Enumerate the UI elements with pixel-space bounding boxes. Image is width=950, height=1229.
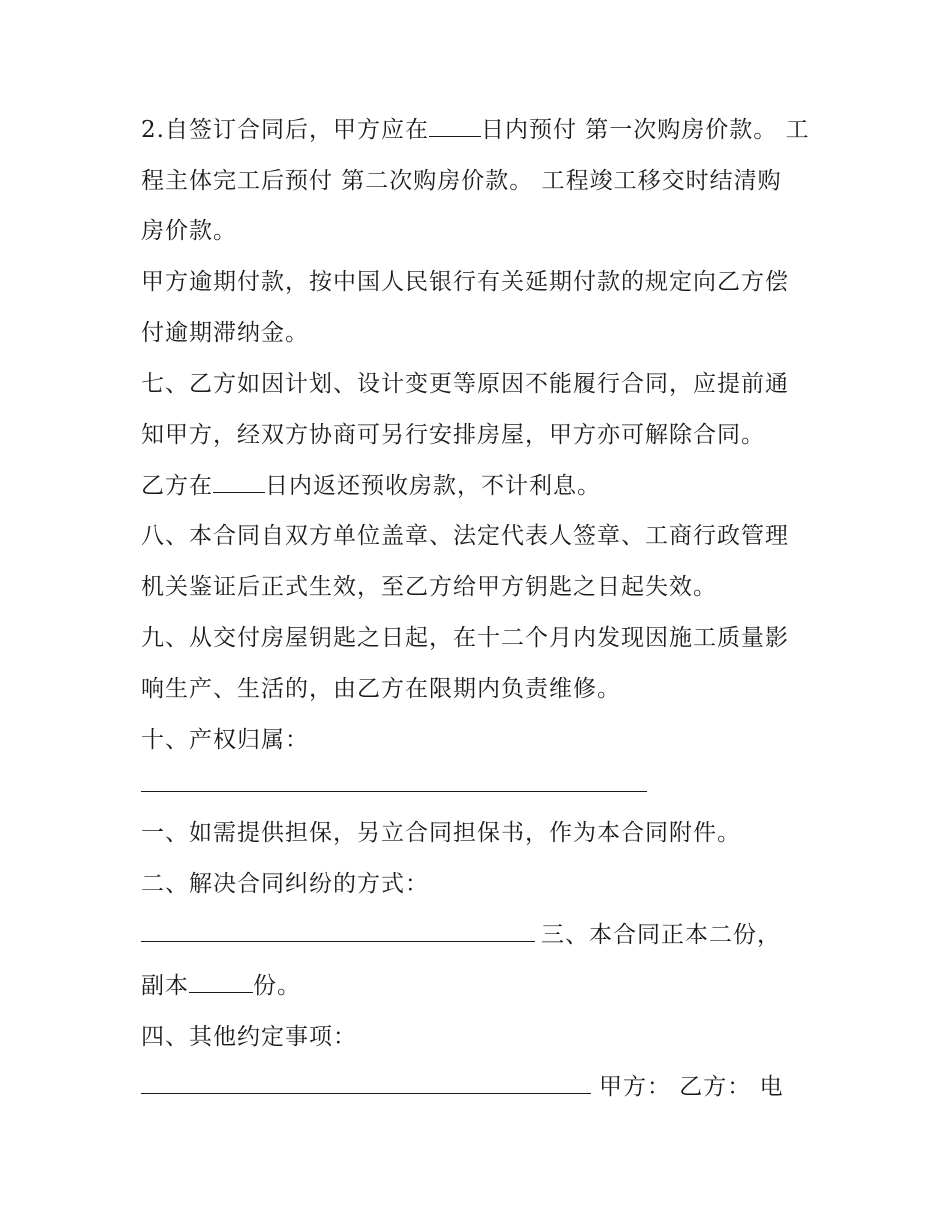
ownership-blank-line [141,791,647,792]
dispute-line [141,920,781,950]
dispute-blank [141,921,535,942]
clause-7-line-2: 知甲方，经双方协商可另行安排房屋，甲方亦可解除合同。 [141,422,765,448]
copies-blank [189,972,253,993]
refund-days-blank [213,472,265,493]
clause-2-line-2: 程主体完工后预付 第二次购房价款。 工程竣工移交时结清购 [141,168,782,194]
clause-guarantee: 一、如需提供担保，另立合同担保书，作为本合同附件。 [141,820,741,846]
clause-2-text-a: 2.自签订合同后，甲方应在 [141,117,429,143]
signature-line [141,1072,784,1102]
days-blank [429,116,481,137]
clause-7-text-a: 乙方在 [141,473,213,499]
clause-8-line-2: 机关鉴证后正式生效，至乙方给甲方钥匙之日起失效。 [141,574,717,600]
clause-9-line-2: 响生产、生活的，由乙方在限期内负责维修。 [141,676,621,702]
clause-other: 四、其他约定事项： [141,1024,357,1050]
clause-2-line-3: 房价款。 [141,218,237,244]
signature-parties: 甲方： 乙方： 电 [599,1074,784,1100]
clause-10: 十、产权归属： [141,727,309,753]
clause-2-text-b: 日内预付 第一次购房价款。 工 [480,117,810,143]
clause-dispute: 二、解决合同纠纷的方式： [141,871,429,897]
copies-text-b: 份。 [253,973,301,999]
clause-2-line-1 [141,115,810,145]
clause-8-line-1: 八、本合同自双方单位盖章、法定代表人签章、工商行政管理 [141,523,789,549]
copies-text-a: 副本 [141,973,189,999]
other-terms-blank [141,1073,591,1094]
clause-copies: 三、本合同正本二份， [541,922,781,948]
clause-9-line-1: 九、从交付房屋钥匙之日起，在十二个月内发现因施工质量影 [141,625,789,651]
late-payment-line-2: 付逾期滞纳金。 [141,320,309,346]
clause-7-line-3 [141,471,601,501]
late-payment-line-1: 甲方逾期付款，按中国人民银行有关延期付款的规定向乙方偿 [141,269,789,295]
copies-line [141,971,301,1001]
clause-7-line-1: 七、乙方如因计划、设计变更等原因不能履行合同，应提前通 [141,371,789,397]
clause-7-text-b: 日内返还预收房款，不计利息。 [265,473,601,499]
